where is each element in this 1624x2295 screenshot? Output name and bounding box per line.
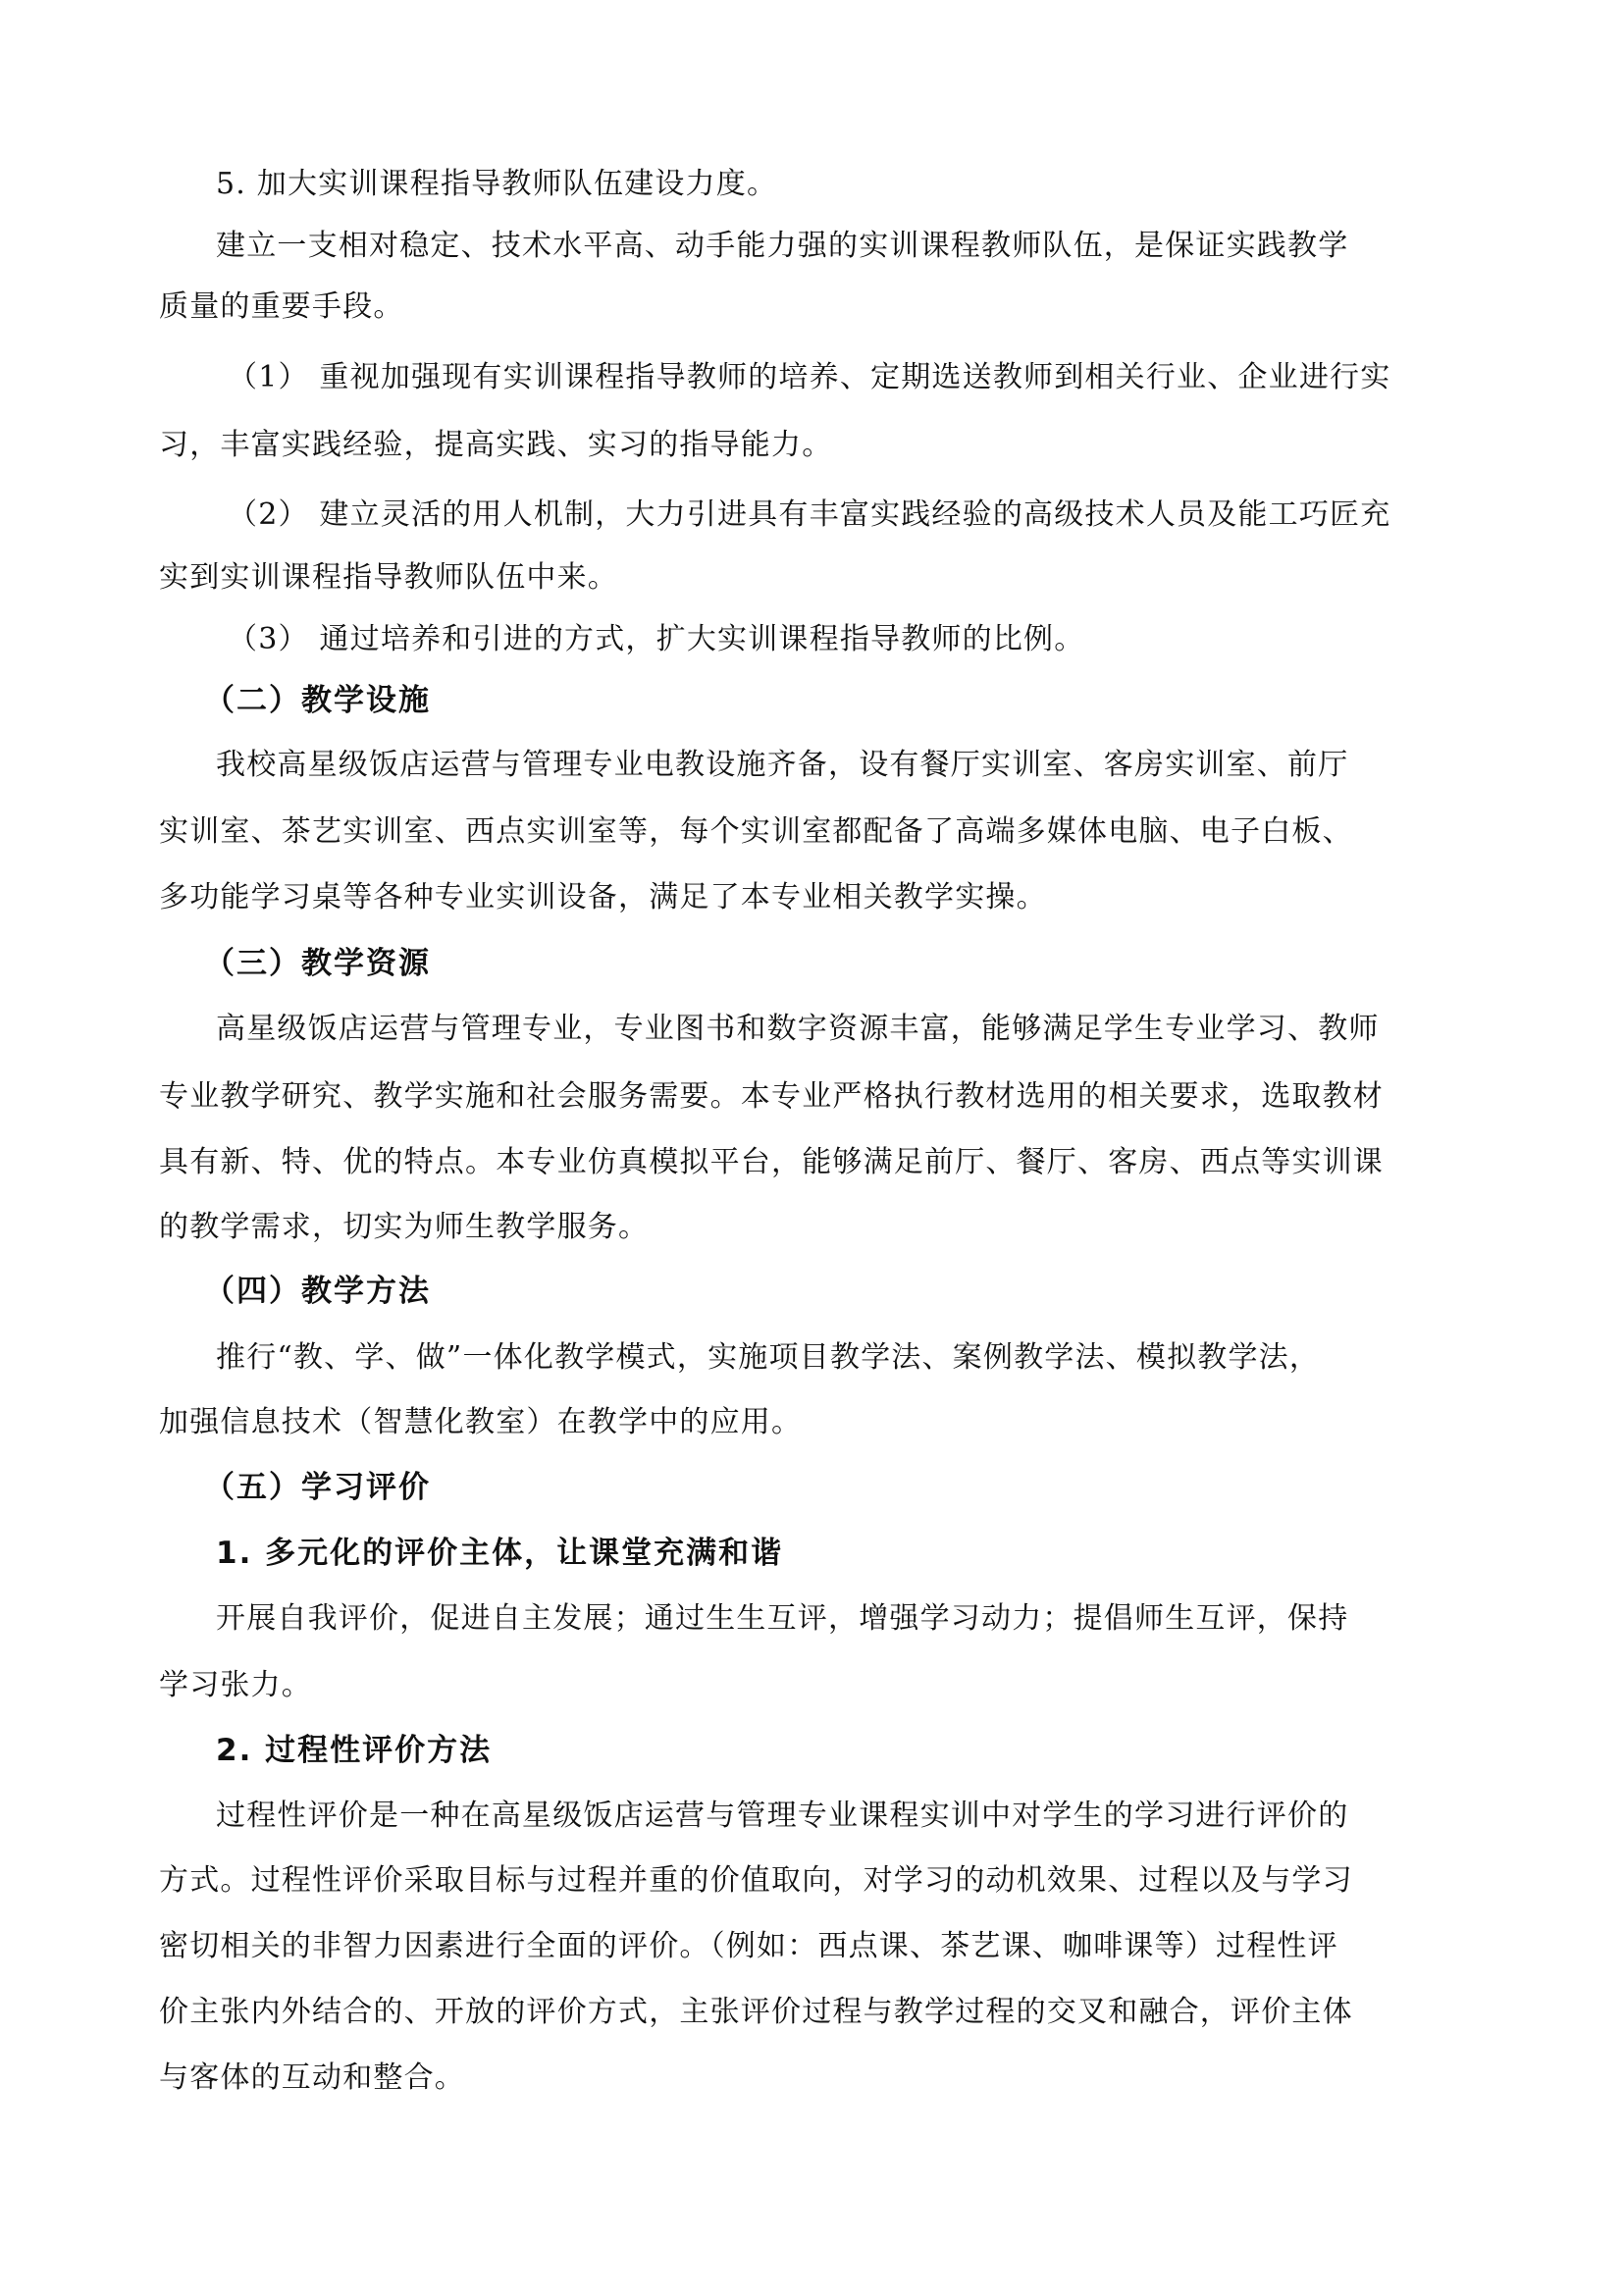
subsection-heading: 1. 多元化的评价主体，让课堂充满和谐	[216, 1536, 784, 1571]
paragraph-line: 实训室、茶艺实训室、西点实训室等，每个实训室都配备了高端多媒体电脑、电子白板、	[159, 814, 1353, 849]
section-heading: （三）教学资源	[204, 946, 431, 981]
paragraph-line: 学习张力。	[159, 1668, 312, 1702]
section-heading: （四）教学方法	[204, 1274, 431, 1309]
paragraph-line: 方式。过程性评价采取目标与过程并重的价值取向，对学习的动机效果、过程以及与学习	[159, 1863, 1353, 1898]
paragraph-line: 密切相关的非智力因素进行全面的评价。（例如：西点课、茶艺课、咖啡课等）过程性评	[159, 1929, 1338, 1963]
list-item: （3） 通过培养和引进的方式，扩大实训课程指导教师的比例。	[228, 622, 1085, 656]
item-heading: 5. 加大实训课程指导教师队伍建设力度。	[216, 167, 778, 201]
paragraph-line: 过程性评价是一种在高星级饭店运营与管理专业课程实训中对学生的学习进行评价的	[216, 1799, 1349, 1833]
paragraph-line: 开展自我评价，促进自主发展；通过生生互评，增强学习动力；提倡师生互评，保持	[216, 1601, 1349, 1636]
paragraph-line: 推行“教、学、做”一体化教学模式，实施项目教学法、案例教学法、模拟教学法，	[216, 1340, 1321, 1375]
list-item: （1） 重视加强现有实训课程指导教师的培养、定期选送教师到相关行业、企业进行实	[228, 360, 1391, 394]
paragraph-line: 的教学需求，切实为师生教学服务。	[159, 1210, 650, 1244]
paragraph-line: 价主张内外结合的、开放的评价方式，主张评价过程与教学过程的交叉和融合，评价主体	[159, 1995, 1353, 2029]
paragraph-line: 与客体的互动和整合。	[159, 2060, 465, 2095]
paragraph-line: 具有新、特、优的特点。本专业仿真模拟平台，能够满足前厅、餐厅、客房、西点等实训课	[159, 1145, 1384, 1179]
subsection-heading: 2. 过程性评价方法	[216, 1733, 493, 1768]
list-item: （2） 建立灵活的用人机制，大力引进具有丰富实践经验的高级技术人员及能工巧匠充	[228, 497, 1391, 532]
paragraph-line: 习，丰富实践经验，提高实践、实习的指导能力。	[159, 428, 833, 462]
paragraph-line: 实到实训课程指导教师队伍中来。	[159, 560, 618, 595]
section-heading: （二）教学设施	[204, 683, 431, 718]
paragraph-line: 高星级饭店运营与管理专业，专业图书和数字资源丰富，能够满足学生专业学习、教师	[216, 1012, 1380, 1046]
paragraph-line: 专业教学研究、教学实施和社会服务需要。本专业严格执行教材选用的相关要求，选取教材	[159, 1079, 1384, 1114]
paragraph-line: 多功能学习桌等各种专业实训设备，满足了本专业相关教学实操。	[159, 880, 1047, 914]
paragraph-line: 质量的重要手段。	[159, 289, 404, 324]
paragraph-line: 建立一支相对稳定、技术水平高、动手能力强的实训课程教师队伍，是保证实践教学	[216, 229, 1349, 263]
section-heading: （五）学习评价	[204, 1470, 431, 1505]
paragraph-line: 加强信息技术（智慧化教室）在教学中的应用。	[159, 1405, 803, 1439]
paragraph-line: 我校高星级饭店运营与管理专业电教设施齐备，设有餐厅实训室、客房实训室、前厅	[216, 748, 1349, 782]
